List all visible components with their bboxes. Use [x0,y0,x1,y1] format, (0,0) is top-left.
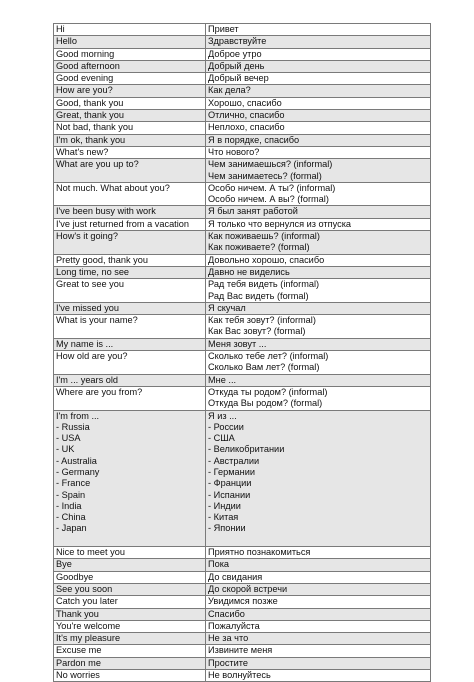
table-row [54,159,431,183]
table-row [54,146,431,158]
english-phrase-cell [54,218,206,230]
table-row [54,279,431,303]
russian-phrase-cell [206,73,431,85]
russian-phrase-cell [206,146,431,158]
english-phrase-cell [54,122,206,134]
russian-phrase-cell [206,159,431,183]
russian-phrase-line: Я был занят работой [208,206,298,217]
english-phrase-line: Not bad, thank you [56,122,134,133]
table-row [54,670,431,682]
english-phrase-cell [54,670,206,682]
table-row [54,60,431,72]
table-row [54,73,431,85]
english-phrase-line: Where are you from? [56,386,143,397]
english-phrase-cell [54,302,206,314]
english-phrase-cell [54,374,206,386]
english-phrase-line: I've been busy with work [56,206,156,217]
russian-phrase-line: Простите [208,657,248,668]
table-row [54,596,431,608]
english-phrase-line: Pardon me [56,657,101,668]
english-phrase-line: Great, thank you [56,110,124,121]
russian-phrase-line: Я только что вернулся из отпуска [208,218,352,229]
russian-phrase-line: Чем занимаетесь? (formal) [208,170,322,181]
english-phrase-line: Nice to meet you [56,547,125,558]
english-phrase-cell [54,633,206,645]
russian-phrase-cell [206,302,431,314]
russian-phrase-line: - США [208,433,235,444]
english-phrase-line: I've just returned from a vacation [56,218,189,229]
english-phrase-line: Good afternoon [56,60,120,71]
english-phrase-line: - Australia [56,455,97,466]
table-row [54,374,431,386]
table-row [54,583,431,595]
russian-phrase-cell [206,583,431,595]
english-phrase-line: Catch you later [56,596,118,607]
russian-phrase-line: - Японии [208,523,246,534]
russian-phrase-line: Особо ничем. А вы? (formal) [208,194,329,205]
english-phrase-line: Good, thank you [56,97,124,108]
english-phrase-line: I'm ... years old [56,374,119,385]
table-row [54,571,431,583]
russian-phrase-line: Привет [208,24,239,34]
english-phrase-line: - France [56,478,91,489]
table-row [54,231,431,255]
english-phrase-cell [54,547,206,559]
english-phrase-line: How's it going? [56,231,119,242]
russian-phrase-cell [206,85,431,97]
russian-phrase-line: Сколько тебе лет? (informal) [208,351,329,362]
english-phrase-cell [54,410,206,547]
table-row [54,302,431,314]
english-phrase-cell [54,657,206,669]
russian-phrase-cell [206,351,431,375]
english-phrase-cell [54,134,206,146]
table-row [54,559,431,571]
russian-phrase-cell [206,633,431,645]
russian-phrase-line: Как поживаете? (formal) [208,242,310,253]
english-phrase-line: How old are you? [56,351,128,362]
russian-phrase-line: Довольно хорошо, спасибо [208,254,325,265]
russian-phrase-cell [206,36,431,48]
russian-phrase-cell [206,547,431,559]
russian-phrase-line: - Великобритании [208,444,285,455]
table-row [54,110,431,122]
english-phrase-line: - Japan [56,523,87,534]
english-phrase-line: How are you? [56,85,113,96]
english-phrase-line: My name is ... [56,338,114,349]
english-phrase-cell [54,645,206,657]
russian-phrase-cell [206,231,431,255]
russian-phrase-line: Рад тебя видеть (informal) [208,279,320,290]
english-phrase-line: I've missed you [56,302,120,313]
english-phrase-cell [54,97,206,109]
english-phrase-line: - Russia [56,421,90,432]
russian-phrase-line: Пока [208,559,230,570]
english-phrase-line: - Germany [56,466,100,477]
table-row [54,315,431,339]
russian-phrase-cell [206,559,431,571]
russian-phrase-cell [206,338,431,350]
russian-phrase-line: - России [208,421,244,432]
english-phrase-cell [54,338,206,350]
english-phrase-line: What are you up to? [56,159,139,170]
russian-phrase-cell [206,110,431,122]
table-row [54,633,431,645]
russian-phrase-cell [206,182,431,206]
russian-phrase-line: Рад Вас видеть (formal) [208,290,309,301]
table-row [54,24,431,36]
russian-phrase-cell [206,97,431,109]
russian-phrase-line: - Испании [208,489,251,500]
table-row [54,620,431,632]
english-phrase-line: Goodbye [56,571,94,582]
english-phrase-line: - India [56,500,82,511]
english-phrase-cell [54,159,206,183]
phrase-table [53,23,431,682]
english-phrase-line: You're welcome [56,620,121,631]
english-phrase-cell [54,24,206,36]
table-row [54,608,431,620]
english-phrase-line: No worries [56,670,100,681]
table-row [54,410,431,547]
russian-phrase-cell [206,410,431,547]
russian-phrase-line: Чем занимаешься? (informal) [208,159,333,170]
russian-phrase-line: Здравствуйте [208,36,267,47]
english-phrase-line: Long time, no see [56,266,130,277]
english-phrase-cell [54,596,206,608]
english-phrase-line: What's new? [56,146,109,157]
russian-phrase-line: Как тебя зовут? (informal) [208,315,316,326]
phrase-table-body [54,24,431,682]
table-row [54,657,431,669]
english-phrase-cell [54,583,206,595]
english-phrase-cell [54,266,206,278]
russian-phrase-line: Как дела? [208,85,251,96]
russian-phrase-cell [206,122,431,134]
english-phrase-line: Hi [56,24,65,34]
russian-phrase-cell [206,571,431,583]
english-phrase-line: Bye [56,559,72,570]
russian-phrase-cell [206,60,431,72]
russian-phrase-cell [206,315,431,339]
russian-phrase-line: Я скучал [208,302,246,313]
english-phrase-line: Pretty good, thank you [56,254,148,265]
table-row [54,547,431,559]
english-phrase-line: Hello [56,36,77,47]
russian-phrase-cell [206,374,431,386]
english-phrase-line: Not much. What about you? [56,182,170,193]
russian-phrase-line: - Франции [208,478,252,489]
russian-phrase-cell [206,48,431,60]
russian-phrase-line: Увидимся позже [208,596,278,607]
table-row [54,85,431,97]
table-row [54,218,431,230]
russian-phrase-line: Мне ... [208,374,237,385]
english-phrase-cell [54,608,206,620]
russian-phrase-line: Спасибо [208,608,245,619]
russian-phrase-line: Как Вас зовут? (formal) [208,326,306,337]
russian-phrase-cell [206,266,431,278]
russian-phrase-line: Меня зовут ... [208,338,267,349]
english-phrase-cell [54,571,206,583]
table-row [54,206,431,218]
russian-phrase-cell [206,254,431,266]
english-phrase-line: - China [56,512,86,523]
russian-phrase-line: Приятно познакомиться [208,547,311,558]
english-phrase-line: I'm ok, thank you [56,134,126,145]
english-phrase-cell [54,48,206,60]
english-phrase-line: It's my pleasure [56,633,121,644]
english-phrase-cell [54,254,206,266]
russian-phrase-line: Доброе утро [208,48,262,59]
english-phrase-cell [54,110,206,122]
russian-phrase-line: Что нового? [208,146,260,157]
russian-phrase-line: Сколько Вам лет? (formal) [208,362,320,373]
russian-phrase-line: Не волнуйтесь [208,670,271,681]
english-phrase-cell [54,146,206,158]
english-phrase-cell [54,559,206,571]
russian-phrase-line: - Германии [208,466,255,477]
english-phrase-cell [54,620,206,632]
english-phrase-line: Good evening [56,73,114,84]
russian-phrase-line: До свидания [208,571,263,582]
table-row [54,254,431,266]
russian-phrase-line: Пожалуйста [208,620,260,631]
russian-phrase-cell [206,596,431,608]
english-phrase-cell [54,386,206,410]
table-row [54,645,431,657]
russian-phrase-cell [206,206,431,218]
russian-phrase-cell [206,279,431,303]
english-phrase-cell [54,85,206,97]
russian-phrase-cell [206,24,431,36]
russian-phrase-line: Откуда Вы родом? (formal) [208,398,323,409]
russian-phrase-line: - Индии [208,500,241,511]
table-row [54,266,431,278]
table-row [54,48,431,60]
russian-phrase-cell [206,134,431,146]
russian-phrase-line: Я в порядке, спасибо [208,134,300,145]
russian-phrase-cell [206,218,431,230]
table-row [54,338,431,350]
english-phrase-line: - Spain [56,489,86,500]
russian-phrase-line: Добрый день [208,60,265,71]
russian-phrase-line: Хорошо, спасибо [208,97,282,108]
russian-phrase-line: Не за что [208,633,249,644]
russian-phrase-cell [206,670,431,682]
russian-phrase-line: Как поживаешь? (informal) [208,231,320,242]
english-phrase-line: Good morning [56,48,115,59]
table-row [54,386,431,410]
english-phrase-cell [54,315,206,339]
russian-phrase-line: - Китая [208,512,239,523]
english-phrase-line: - USA [56,433,81,444]
english-phrase-cell [54,60,206,72]
russian-phrase-line: Добрый вечер [208,73,269,84]
english-phrase-line: See you soon [56,583,113,594]
english-phrase-line: - UK [56,444,75,455]
table-row [54,36,431,48]
english-phrase-line: What is your name? [56,315,138,326]
russian-phrase-line: Отлично, спасибо [208,110,285,121]
russian-phrase-cell [206,620,431,632]
russian-phrase-line: Я из ... [208,410,237,421]
russian-phrase-line [208,535,430,546]
english-phrase-cell [54,206,206,218]
table-row [54,134,431,146]
russian-phrase-cell [206,645,431,657]
table-row [54,351,431,375]
russian-phrase-line: Неплохо, спасибо [208,122,285,133]
russian-phrase-line: До скорой встречи [208,583,288,594]
russian-phrase-cell [206,386,431,410]
english-phrase-line: I'm from ... [56,410,100,421]
table-row [54,182,431,206]
english-phrase-cell [54,73,206,85]
russian-phrase-line: Извините меня [208,645,273,656]
table-row [54,97,431,109]
russian-phrase-line: Особо ничем. А ты? (informal) [208,182,336,193]
english-phrase-cell [54,36,206,48]
english-phrase-cell [54,279,206,303]
table-row [54,122,431,134]
english-phrase-line: Excuse me [56,645,102,656]
russian-phrase-line: Откуда ты родом? (informal) [208,386,328,397]
english-phrase-cell [54,182,206,206]
russian-phrase-line: Давно не виделись [208,266,290,277]
russian-phrase-cell [206,608,431,620]
russian-phrase-line: - Австралии [208,455,260,466]
english-phrase-line [56,535,205,546]
english-phrase-line: Great to see you [56,279,124,290]
english-phrase-cell [54,231,206,255]
english-phrase-cell [54,351,206,375]
english-phrase-line: Thank you [56,608,99,619]
russian-phrase-cell [206,657,431,669]
